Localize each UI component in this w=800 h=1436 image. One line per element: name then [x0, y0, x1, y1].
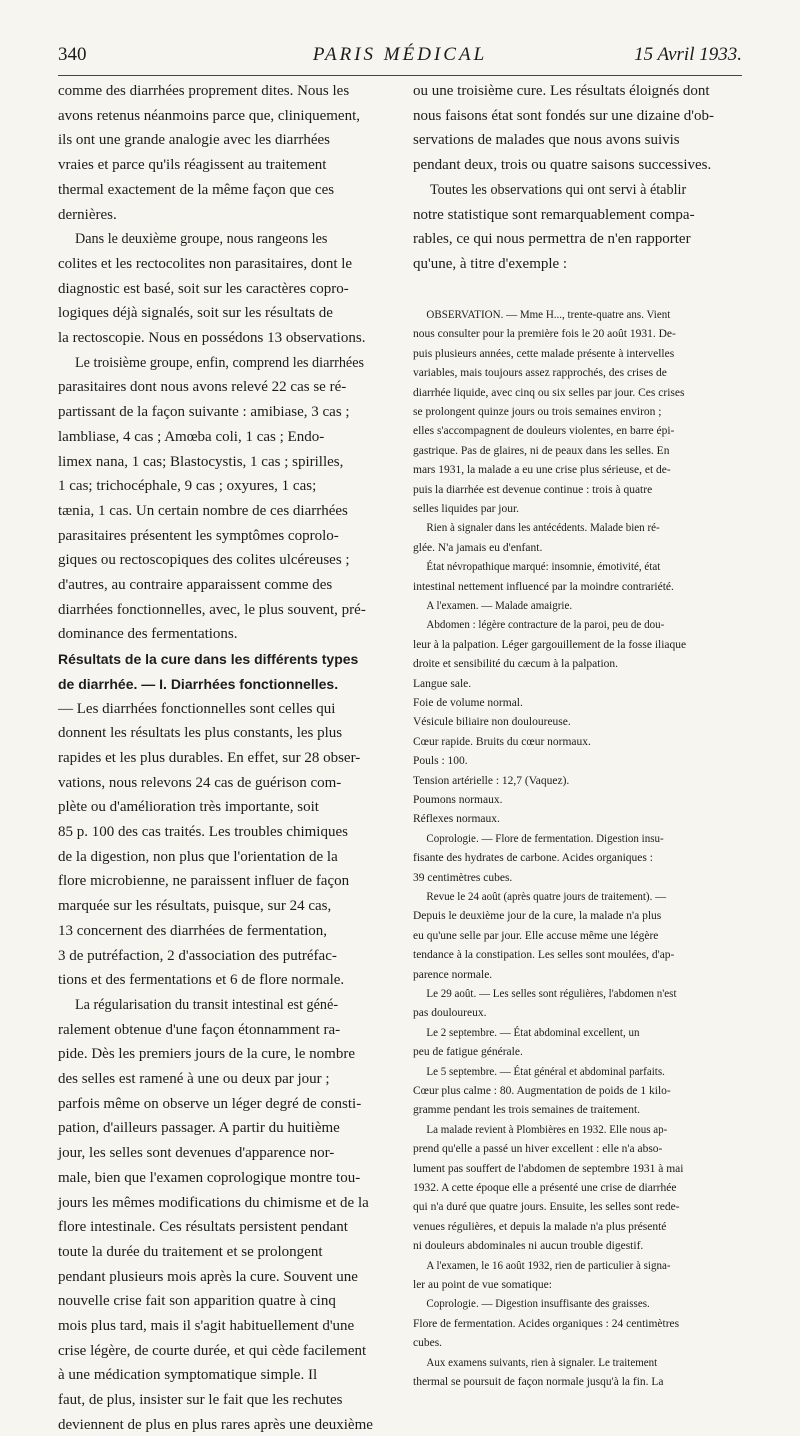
left-column-line: La régularisation du transit intestinal est géné- [75, 996, 339, 1013]
observation-line: prend qu'elle a passé un hiver excellent : elle n'a abso- [413, 1143, 663, 1156]
left-column-line: dominance des fermentations. [58, 626, 238, 643]
observation-line: Coprologie. — Digestion insuffisante des graisses. [426, 1298, 650, 1311]
observation-line: tendance à la constipation. Les selles sont moulées, d'ap- [413, 949, 675, 962]
running-header [58, 44, 742, 74]
left-column-line: — Les diarrhées fonctionnelles sont celles qui [58, 700, 336, 717]
left-column-line: rapides et les plus durables. En effet, sur 28 obser- [58, 749, 361, 766]
left-column-line: 85 p. 100 des cas traités. Les troubles chimiques [58, 824, 348, 840]
left-column-line: limex nana, 1 cas; Blastocystis, 1 cas ; spirilles, [58, 453, 344, 470]
left-column-line: tænia, 1 cas. Un certain nombre de ces diarrhées [58, 502, 348, 519]
observation-line: se prolongent quinze jours ou trois semaines environ ; [413, 406, 662, 418]
observation-line: Cœur rapide. Bruits du cœur normaux. [413, 735, 591, 748]
left-column-line: vraies et parce qu'ils réagissent au traitement [58, 157, 327, 174]
right-column-line: Toutes les observations qui ont servi à établir [430, 181, 687, 198]
left-column-line: donnent les résultats les plus constants, les plus [58, 725, 343, 742]
observation-line: intestinal nettement influencé par la moindre contrariété. [413, 580, 674, 593]
observation-line: Foie de volume normal. [413, 697, 523, 709]
left-column-line: des selles est ramené à une ou deux par jour ; [58, 1071, 330, 1087]
observation-line: Aux examens suivants, rien à signaler. Le traitement [426, 1356, 658, 1369]
left-column-line: thermal exactement de la même façon que ces [58, 181, 335, 198]
left-column-line: tions et des fermentations et 6 de flore normale. [58, 972, 345, 989]
left-column-line: ils ont une grande analogie avec les diarrhées [58, 132, 330, 149]
left-column-line: de diarrhée. — I. Diarrhées fonctionnelles. [58, 675, 339, 692]
left-column-line: Dans le deuxième groupe, nous rangeons les [75, 231, 328, 248]
left-column-line: dernières. [58, 206, 117, 223]
observation-line: Langue sale. [413, 677, 472, 690]
observation-line: gramme pendant les trois semaines de traitement. [413, 1104, 641, 1117]
left-column-line: colites et les rectocolites non parasitaires, dont le [58, 255, 353, 272]
issue-date: 15 Avril 1933. [634, 44, 742, 65]
observation-line: OBSERVATION. — Mme H..., trente-quatre ans. Vient [426, 309, 671, 321]
observation-line: Flore de fermentation. Acides organiques : 24 centimètres [413, 1317, 680, 1330]
observation-line: Poumons normaux. [413, 794, 503, 806]
right-column-line: notre statistique sont remarquablement compa- [413, 206, 695, 223]
observation-line: leur à la palpation. Léger gargouillement de la fosse iliaque [413, 638, 687, 651]
observation-line: eu qu'une selle par jour. Elle accuse même une légère [413, 929, 659, 942]
observation-line: A l'examen. — Malade amaigrie. [426, 600, 573, 612]
left-column-line: male, bien que l'examen coprologique montre tou- [58, 1169, 361, 1186]
observation-line: 1932. A cette époque elle a présenté une crise de diarrhée [413, 1182, 677, 1194]
observation-line: droite et sensibilité du cæcum à la palpation. [413, 658, 619, 671]
page-number: 340 [58, 44, 87, 65]
observation-line: Cœur plus calme : 80. Augmentation de poids de 1 kilo- [413, 1085, 671, 1097]
observation-line: Pouls : 100. [413, 755, 468, 768]
left-column-line: giques ou rectoscopiques des colites ulcéreuses ; [58, 552, 350, 569]
left-column-line: toute la durée du traitement et se prolongent [58, 1243, 323, 1260]
observation-line: nous consulter pour la première fois le 20 août 1931. De- [413, 328, 676, 341]
left-column-line: d'autres, au contraire apparaissent comme des [58, 577, 333, 593]
observation-line: glée. N'a jamais eu d'enfant. [413, 541, 543, 554]
left-column-line: 13 concernent des diarrhées de fermentation, [58, 922, 328, 939]
observation-line: Vésicule biliaire non douloureuse. [413, 716, 571, 729]
left-column-line: diarrhées fonctionnelles, avec, le plus souvent, pré- [58, 601, 366, 618]
observation-line: peu de fatigue générale. [413, 1046, 523, 1059]
left-column-line: crise légère, de courte durée, et qui cède facilement [58, 1342, 367, 1359]
left-column-line: pation, d'ailleurs passager. A partir du huitième [58, 1120, 340, 1137]
observation-line: Réflexes normaux. [413, 813, 500, 826]
left-column-line: diagnostic est basé, soit sur les caractères copro- [58, 280, 349, 297]
right-column-line: rables, ce qui nous permettra de n'en rapporter [413, 231, 691, 248]
left-column-line: parasitaires dont nous avons relevé 22 cas se ré- [58, 379, 347, 396]
header-rule [58, 75, 742, 76]
observation-line: diarrhée liquide, avec cinq ou six selles par jour. Ces crises [413, 386, 685, 399]
right-column-line: qu'une, à titre d'exemple : [413, 255, 568, 272]
observation-line: Le 5 septembre. — État général et abdominal parfaits. [426, 1065, 665, 1078]
left-column-line: pendant plusieurs mois après la cure. Souvent une [58, 1268, 358, 1285]
left-column-line: nouvelle crise fait son apparition quatre à cinq [58, 1293, 336, 1310]
left-column-line: flore microbienne, ne paraissent influer de façon [58, 873, 350, 890]
left-column-line: plète ou d'amélioration très importante, soit [58, 799, 319, 816]
observation-line: parence normale. [413, 968, 493, 981]
left-column-line: la rectoscopie. Nous en possédons 13 observations. [58, 330, 366, 346]
observation-line: mars 1931, la malade a eu une crise plus sérieuse, et de- [413, 464, 671, 477]
observation-line: cubes. [413, 1337, 443, 1350]
left-column-line: pide. Dès les premiers jours de la cure, le nombre [58, 1046, 355, 1063]
observation-line: Abdomen : légère contracture de la paroi, peu de dou- [426, 619, 665, 632]
left-column-line: ralement obtenue d'une façon étonnamment ra- [58, 1021, 341, 1038]
observation-line: 39 centimètres cubes. [413, 871, 513, 884]
observation-line: lument pas souffert de l'abdomen de septembre 1931 à mai [413, 1162, 684, 1175]
observation-line: Rien à signaler dans les antécédents. Malade bien ré- [426, 522, 660, 535]
left-column-line: vations, nous relevons 24 cas de guérison com- [58, 774, 342, 791]
observation-line: qui n'a duré que quatre jours. Ensuite, les selles sont rede- [413, 1201, 680, 1214]
left-column-line: logiques déjà signalés, soit sur les résultats de [58, 305, 333, 322]
left-column-line: de la digestion, non plus que l'orientation de la [58, 848, 338, 865]
left-column-line: marquée sur les résultats, puisque, sur 24 cas, [58, 898, 332, 915]
observation-line: puis plusieurs années, cette malade présente à intervelles [413, 347, 675, 360]
left-column-line: 1 cas; trichocéphale, 9 cas ; oxyures, 1 cas; [58, 478, 317, 495]
left-column-line: Le troisième groupe, enfin, comprend les diarrhées [75, 354, 365, 371]
observation-line: Le 29 août. — Les selles sont régulières, l'abdomen n'est [426, 988, 677, 1000]
observation-line: fisante des hydrates de carbone. Acides organiques : [413, 852, 653, 865]
left-column-line: deviennent de plus en plus rares après une deuxième [58, 1416, 373, 1433]
observation-line: ler au point de vue somatique: [413, 1279, 552, 1291]
observation-line: La malade revient à Plombières en 1932. Elle nous ap- [426, 1123, 668, 1136]
left-column-line: jour, les selles sont devenues d'apparence nor- [58, 1145, 335, 1162]
left-column-line: parfois même on observe un léger degré de consti- [58, 1095, 362, 1112]
observation-line: puis la diarrhée est devenue continue : trois à quatre [413, 483, 653, 496]
observation-line: variables, mais toujours assez rapprochés, des crises de [413, 367, 667, 380]
observation-line: A l'examen, le 16 août 1932, rien de particulier à signa- [426, 1259, 671, 1272]
observation-line: Depuis le deuxième jour de la cure, la malade n'a plus [413, 910, 662, 923]
observation-line: thermal se poursuit de façon normale jusqu'à la fin. La [413, 1376, 664, 1388]
observation-line: Le 2 septembre. — État abdominal excellent, un [426, 1026, 640, 1039]
observation-line: Tension artérielle : 12,7 (Vaquez). [413, 774, 570, 787]
left-column-line: 3 de putréfaction, 2 d'association des putréfac- [58, 947, 337, 964]
left-column-line: mois plus tard, mais il s'agit habituellement d'une [58, 1318, 355, 1334]
observation-line: selles liquides par jour. [413, 503, 520, 515]
left-column-line: partissant de la façon suivante : amibiase, 3 cas ; [58, 404, 350, 421]
left-column-line: comme des diarrhées proprement dites. Nous les [58, 83, 350, 99]
right-column-line: pendant deux, trois ou quatre saisons successives. [413, 157, 712, 174]
observation-line: Coprologie. — Flore de fermentation. Digestion insu- [426, 832, 664, 845]
running-title: PARIS MÉDICAL [312, 44, 488, 65]
right-column-line: servations de malades que nous avons suivis [413, 132, 680, 149]
observation-line: Revue le 24 août (après quatre jours de traitement). — [426, 891, 667, 903]
left-column-line: Résultats de la cure dans les différents types [58, 651, 359, 668]
right-column-line: ou une troisième cure. Les résultats éloignés dont [413, 83, 710, 99]
left-column-line: à une médication symptomatique simple. Il [58, 1367, 318, 1384]
right-column-line: nous faisons état sont fondés sur une dizaine d'ob- [413, 107, 714, 124]
left-column-line: lambliase, 4 cas ; Amœba coli, 1 cas ; Endo- [58, 428, 325, 445]
left-column-line: parasitaires présentent les symptômes coprolo- [58, 527, 339, 544]
observation-line: elles s'accompagnent de douleurs violentes, en barre épi- [413, 425, 675, 438]
left-column-line: avons retenus néanmoins parce que, cliniquement, [58, 107, 360, 124]
observation-line: gastrique. Pas de glaires, ni de peaux dans les selles. En [413, 444, 670, 457]
observation-line: État névropathique marqué: insomnie, émotivité, état [426, 561, 661, 574]
left-column-line: flore intestinale. Ces résultats persistent pendant [58, 1219, 348, 1236]
left-column-line: faut, de plus, insister sur le fait que les rechutes [58, 1392, 343, 1409]
observation-line: pas douloureux. [413, 1007, 487, 1020]
left-column-line: jours les mêmes modifications du chimisme et de la [58, 1194, 369, 1211]
observation-line: venues régulières, et depuis la malade n'a plus présenté [413, 1220, 667, 1233]
observation-line: ni douleurs abdominales ni aucun trouble digestif. [413, 1240, 644, 1253]
